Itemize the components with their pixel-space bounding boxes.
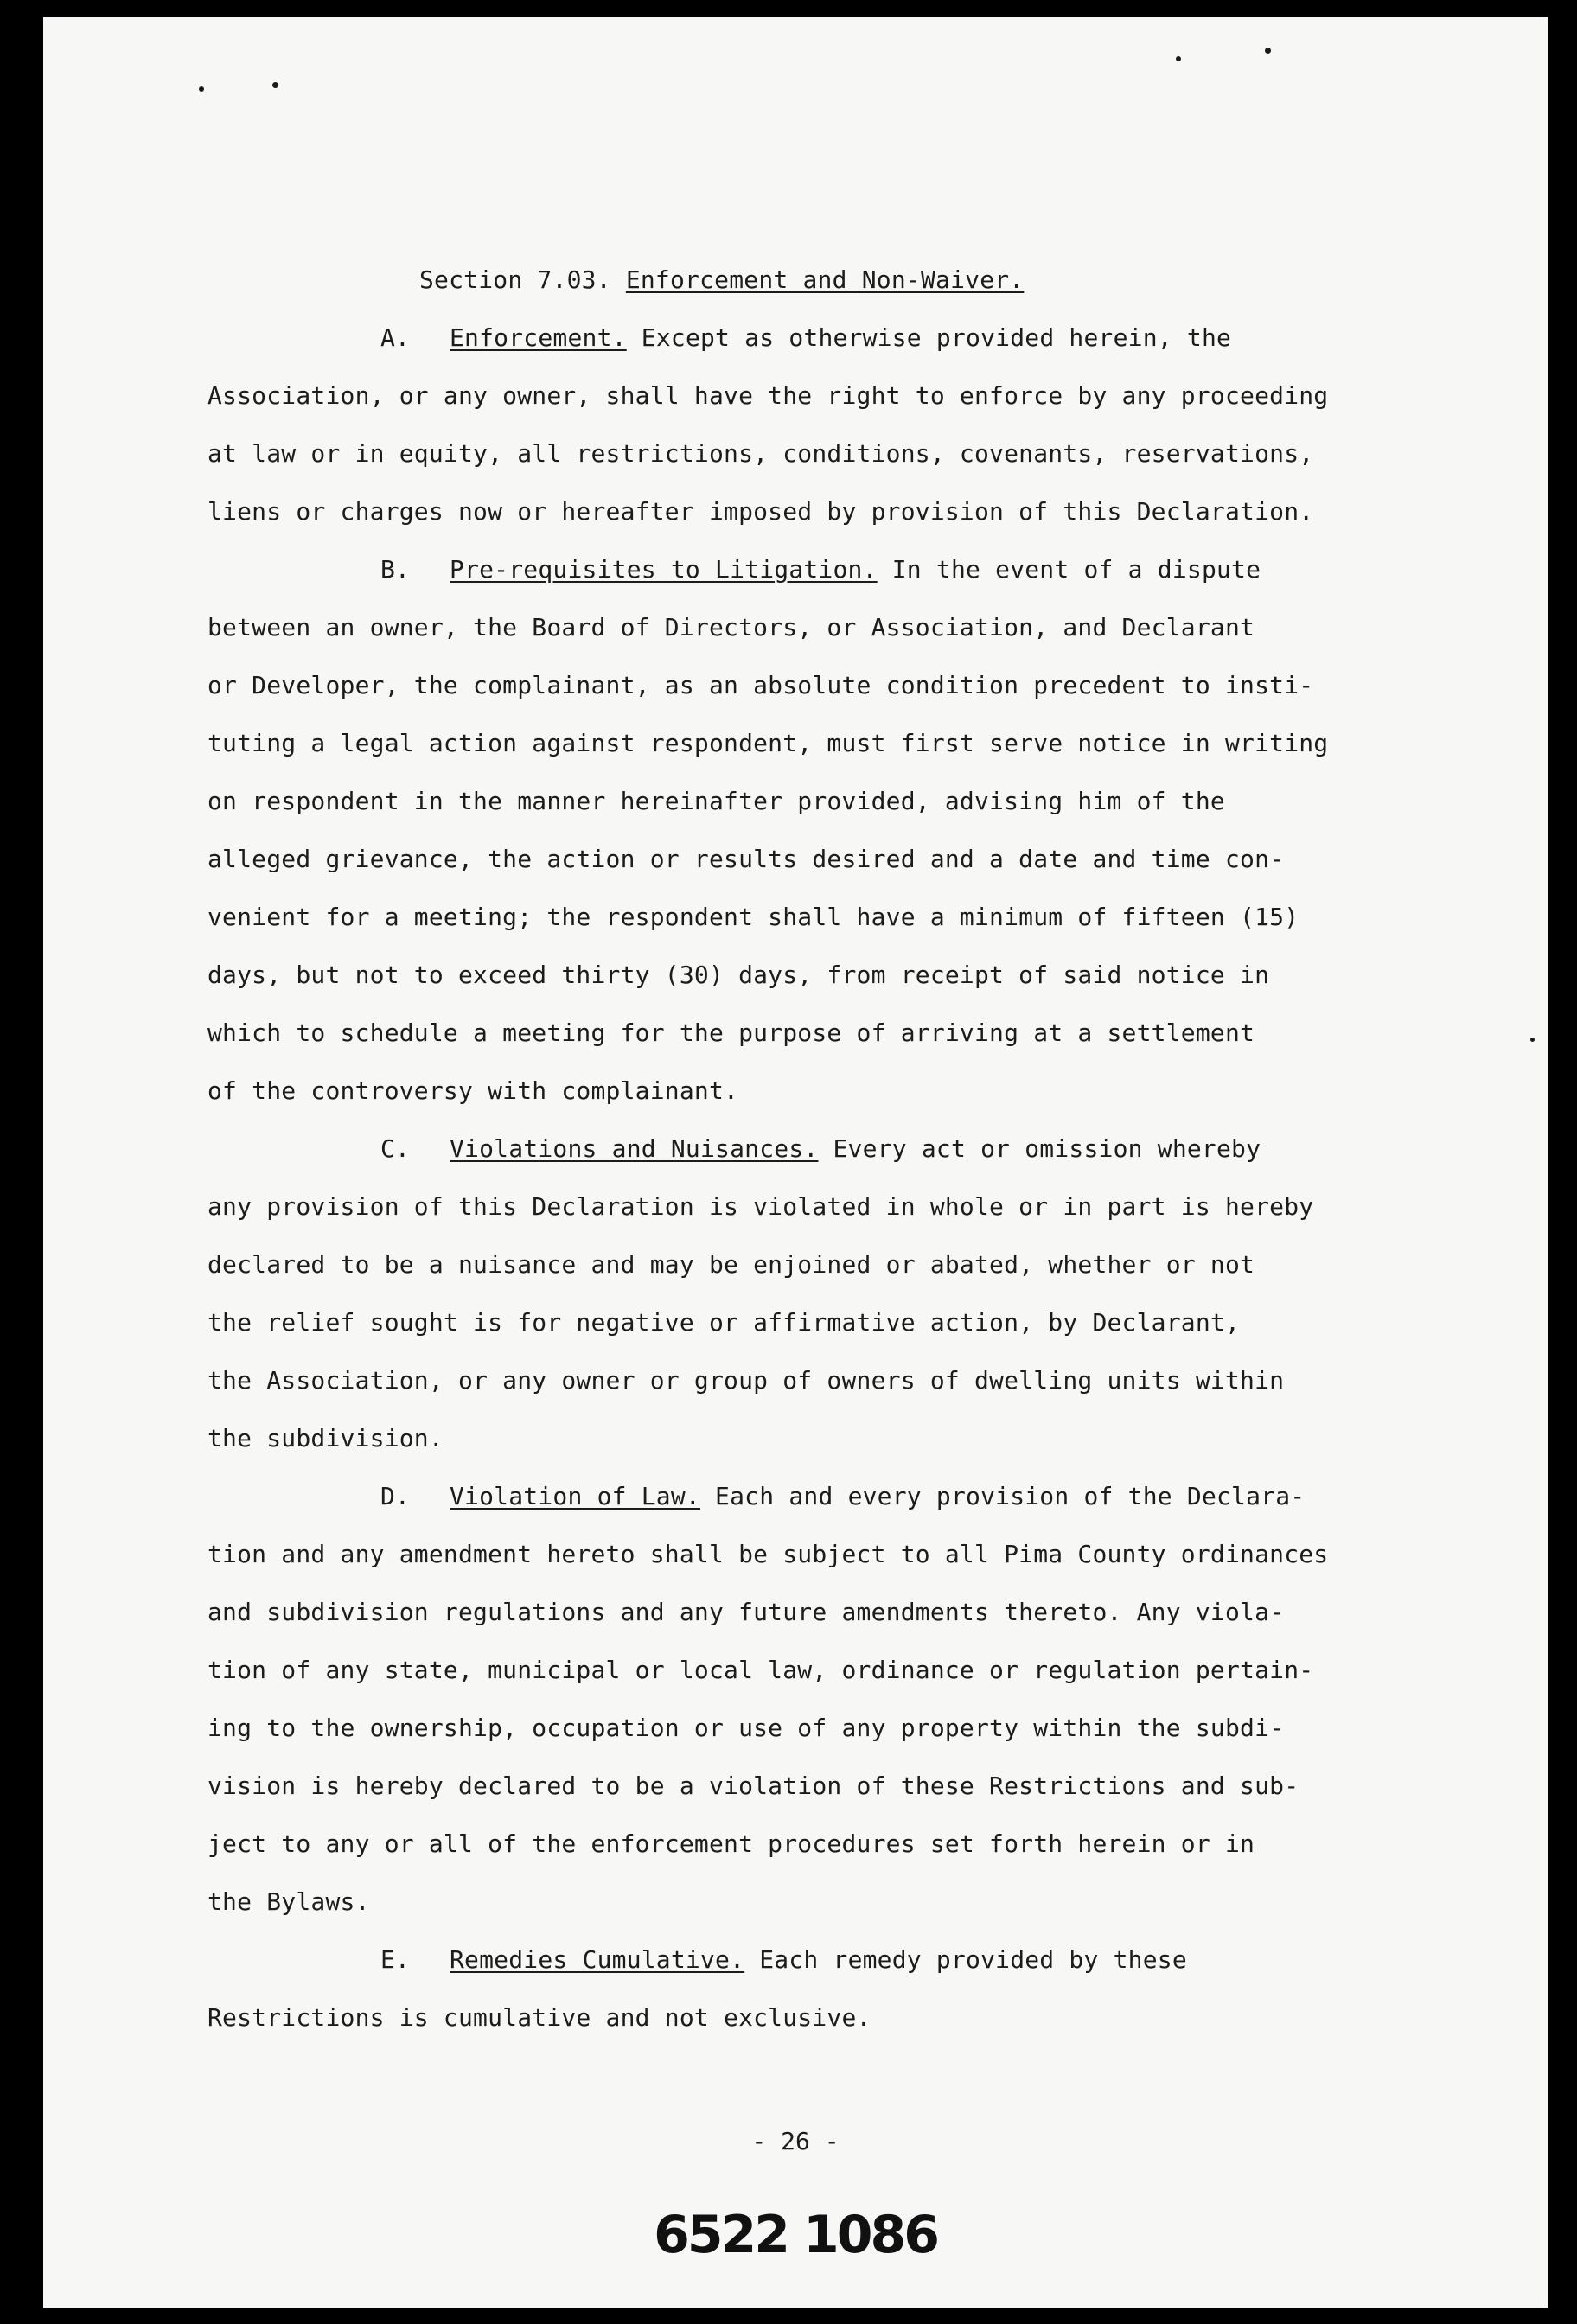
paragraph-line: vision is hereby declared to be a violation of these Restrictions and sub-: [208, 1772, 1299, 1800]
paragraph-title: Violation of Law.: [450, 1482, 700, 1510]
paragraph-text: Except as otherwise provided herein, the: [641, 323, 1232, 352]
paragraph-line: ject to any or all of the enforcement procedures set forth herein or in: [208, 1829, 1255, 1858]
paragraph-line: venient for a meeting; the respondent shall have a minimum of fifteen (15): [208, 903, 1299, 931]
recording-stamp: 6522 1086: [654, 2205, 937, 2265]
paragraph-a-first-line: [208, 309, 1401, 367]
paragraph-line: alleged grievance, the action or results desired and a date and time con-: [208, 845, 1285, 873]
section-number: Section 7.03.: [419, 265, 611, 294]
paragraph-b-first-line: [208, 540, 1401, 598]
paragraph-line: tion of any state, municipal or local law, ordinance or regulation pertain-: [208, 1656, 1314, 1684]
paragraph-line: tuting a legal action against respondent, must first serve notice in writing: [208, 729, 1329, 757]
paragraph-line: between an owner, the Board of Directors, or Association, and Declarant: [208, 613, 1255, 642]
paragraph-letter: C.: [380, 1134, 411, 1163]
paragraph-text: Each and every provision of the Declara-: [715, 1482, 1306, 1510]
paragraph-text: In the event of a dispute: [891, 555, 1261, 584]
paragraph-d-first-line: [208, 1467, 1401, 1525]
paragraph-title: Enforcement.: [450, 323, 627, 352]
paragraph-line: the relief sought is for negative or affirmative action, by Declarant,: [208, 1308, 1241, 1337]
paragraph-line: the subdivision.: [208, 1424, 444, 1452]
paragraph-e-first-line: [208, 1931, 1401, 1989]
paragraph-line: at law or in equity, all restrictions, conditions, covenants, reservations,: [208, 439, 1314, 468]
paragraph-line: days, but not to exceed thirty (30) days, from receipt of said notice in: [208, 961, 1270, 989]
paragraph-letter: A.: [380, 323, 411, 352]
section-title: Enforcement and Non-Waiver.: [625, 265, 1025, 294]
paragraph-title: Remedies Cumulative.: [450, 1945, 745, 1974]
paragraph-letter: D.: [380, 1482, 411, 1510]
section-heading: [208, 251, 1401, 309]
paragraph-line: declared to be a nuisance and may be enjoined or abated, whether or not: [208, 1250, 1255, 1279]
paragraph-line: of the controversy with complainant.: [208, 1076, 739, 1105]
paragraph-line: and subdivision regulations and any future amendments thereto. Any viola-: [208, 1598, 1285, 1626]
paragraph-line: or Developer, the complainant, as an absolute condition precedent to insti-: [208, 671, 1314, 699]
paragraph-letter: E.: [380, 1945, 411, 1974]
paragraph-line: any provision of this Declaration is violated in whole or in part is hereby: [208, 1192, 1314, 1221]
paragraph-line: on respondent in the manner hereinafter provided, advising him of the: [208, 787, 1225, 815]
paragraph-title: Violations and Nuisances.: [450, 1134, 819, 1163]
document-body: [208, 251, 1401, 2046]
paragraph-title: Pre-requisites to Litigation.: [450, 555, 878, 584]
paragraph-c-first-line: [208, 1120, 1401, 1178]
paragraph-line: the Association, or any owner or group of owners of dwelling units within: [208, 1366, 1285, 1395]
paragraph-text: Each remedy provided by these: [759, 1945, 1187, 1974]
paragraph-line: the Bylaws.: [208, 1887, 370, 1916]
paragraph-letter: B.: [380, 555, 411, 584]
paragraph-line: Restrictions is cumulative and not exclusive.: [208, 2003, 872, 2032]
paragraph-line: which to schedule a meeting for the purpose of arriving at a settlement: [208, 1018, 1255, 1047]
paragraph-line: tion and any amendment hereto shall be subject to all Pima County ordinances: [208, 1540, 1329, 1568]
paragraph-line: ing to the ownership, occupation or use of any property within the subdi-: [208, 1714, 1285, 1742]
paragraph-text: Every act or omission whereby: [833, 1134, 1261, 1163]
document-page: [43, 17, 1548, 2308]
page-number: - 26 -: [751, 2127, 840, 2155]
paragraph-line: liens or charges now or hereafter imposed by provision of this Declaration.: [208, 497, 1314, 526]
paragraph-line: Association, or any owner, shall have the right to enforce by any proceeding: [208, 381, 1329, 410]
